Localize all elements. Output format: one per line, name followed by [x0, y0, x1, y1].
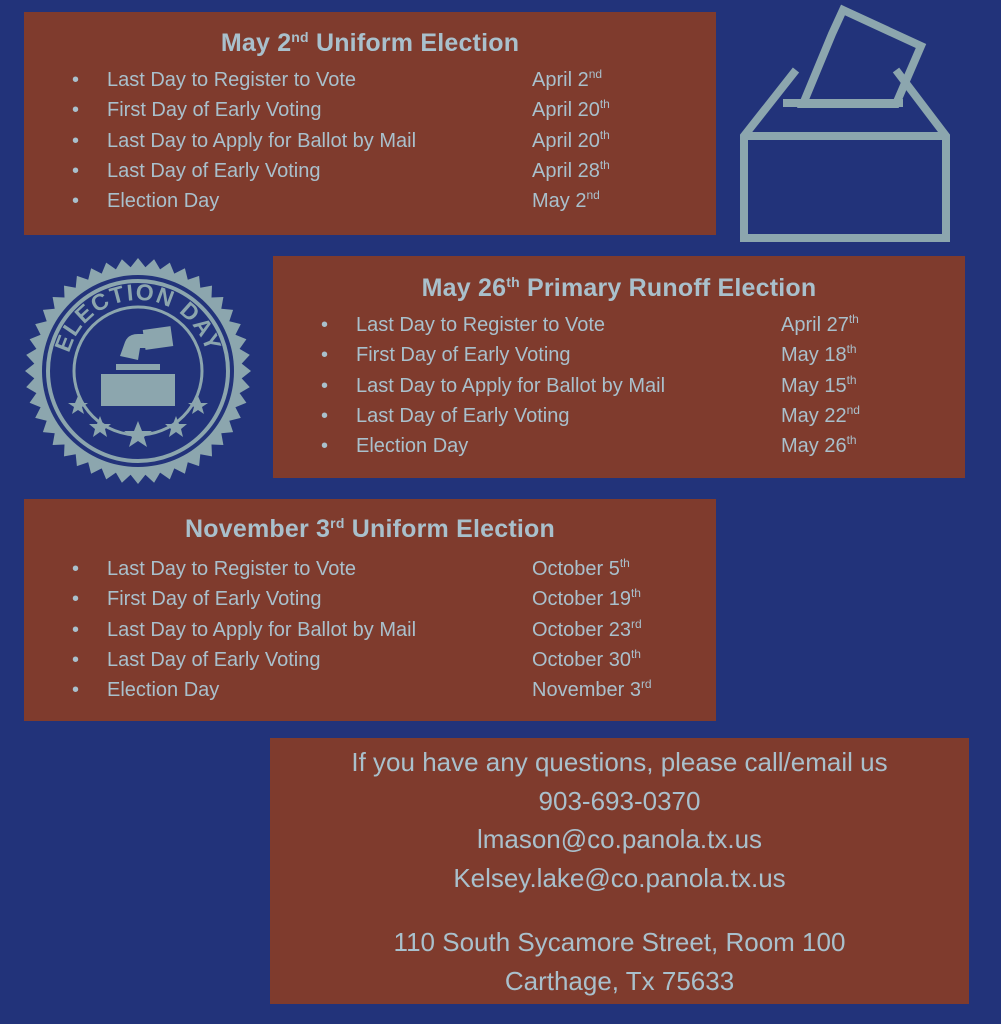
- election-day-seal-icon: [22, 256, 254, 486]
- deadline-date: April 28th: [532, 157, 610, 182]
- list-item: • Last Day to Register to Vote April 27th: [273, 310, 965, 340]
- bullet-icon: •: [72, 618, 80, 641]
- deadline-list: [24, 554, 716, 705]
- bullet-icon: •: [72, 558, 80, 580]
- bullet-icon: •: [321, 344, 329, 367]
- list-item: • First Day of Early Voting April 20th: [24, 95, 716, 125]
- panel-title: May 26th Primary Runoff Election: [421, 274, 817, 302]
- list-item: • Election Day May 2nd: [24, 186, 716, 216]
- bullet-icon: •: [321, 314, 329, 336]
- panel-title: May 2nd Uniform Election: [220, 29, 520, 57]
- bullet-icon: •: [72, 648, 80, 671]
- bullet-icon: •: [72, 129, 80, 152]
- deadline-date: October 19th: [532, 586, 641, 611]
- bullet-icon: •: [321, 404, 329, 427]
- list-item: • Last Day of Early Voting April 28th: [24, 156, 716, 186]
- deadline-date: April 2nd: [532, 67, 603, 91]
- bullet-icon: •: [72, 588, 80, 611]
- seal-text: ELECTION DAY: [49, 278, 227, 356]
- list-item: • Election Day November 3rd: [24, 675, 716, 705]
- bullet-icon: •: [72, 679, 80, 702]
- deadline-list: [273, 310, 965, 461]
- contact-panel: [270, 738, 969, 1004]
- list-item: • Last Day to Apply for Ballot by Mail October 23rd: [24, 615, 716, 645]
- november-3-election-panel: [24, 499, 716, 721]
- bullet-icon: •: [321, 374, 329, 397]
- list-item: • First Day of Early Voting May 18th: [273, 340, 965, 370]
- list-item: • First Day of Early Voting October 19th: [24, 584, 716, 614]
- deadline-date: April 27th: [781, 312, 859, 336]
- email-lmason: lmason@co.panola.tx.us: [476, 824, 763, 854]
- may-2-election-panel: [24, 12, 716, 235]
- bullet-icon: •: [72, 159, 80, 182]
- list-item: • Last Day to Apply for Ballot by Mail April 20th: [24, 126, 716, 156]
- contact-intro: If you have any questions, please call/email us: [351, 747, 888, 777]
- bullet-icon: •: [321, 435, 329, 458]
- deadline-date: April 20th: [532, 97, 610, 122]
- address-city: Carthage, Tx 75633: [504, 965, 735, 996]
- list-item: • Last Day of Early Voting October 30th: [24, 645, 716, 675]
- deadline-date: May 18th: [781, 342, 857, 367]
- deadline-date: October 23rd: [532, 616, 642, 641]
- list-item: • Last Day of Early Voting May 22nd: [273, 401, 965, 431]
- deadline-date: October 30th: [532, 646, 641, 671]
- ballot-box-icon: [738, 4, 954, 244]
- deadline-date: May 15th: [781, 372, 857, 397]
- list-item: • Last Day to Register to Vote October 5th: [24, 554, 716, 584]
- bullet-icon: •: [72, 99, 80, 122]
- panel-title: November 3rd Uniform Election: [185, 515, 555, 543]
- address-street: 110 South Sycamore Street, Room 100: [393, 927, 846, 957]
- phone-number: 903-693-0370: [538, 785, 701, 816]
- bullet-icon: •: [72, 190, 80, 213]
- may-26-runoff-panel: [273, 256, 965, 478]
- list-item: • Last Day to Register to Vote April 2nd: [24, 65, 716, 95]
- deadline-date: April 20th: [532, 127, 610, 152]
- deadline-date: May 26th: [781, 433, 857, 458]
- deadline-date: October 5th: [532, 556, 630, 580]
- deadline-date: May 22nd: [781, 402, 860, 427]
- deadline-date: May 2nd: [532, 188, 600, 213]
- deadline-date: November 3rd: [532, 677, 652, 702]
- bullet-icon: •: [72, 69, 80, 91]
- email-kelsey: Kelsey.lake@co.panola.tx.us: [453, 862, 786, 893]
- list-item: • Election Day May 26th: [273, 431, 965, 461]
- deadline-list: [24, 65, 716, 216]
- list-item: • Last Day to Apply for Ballot by Mail May 15th: [273, 371, 965, 401]
